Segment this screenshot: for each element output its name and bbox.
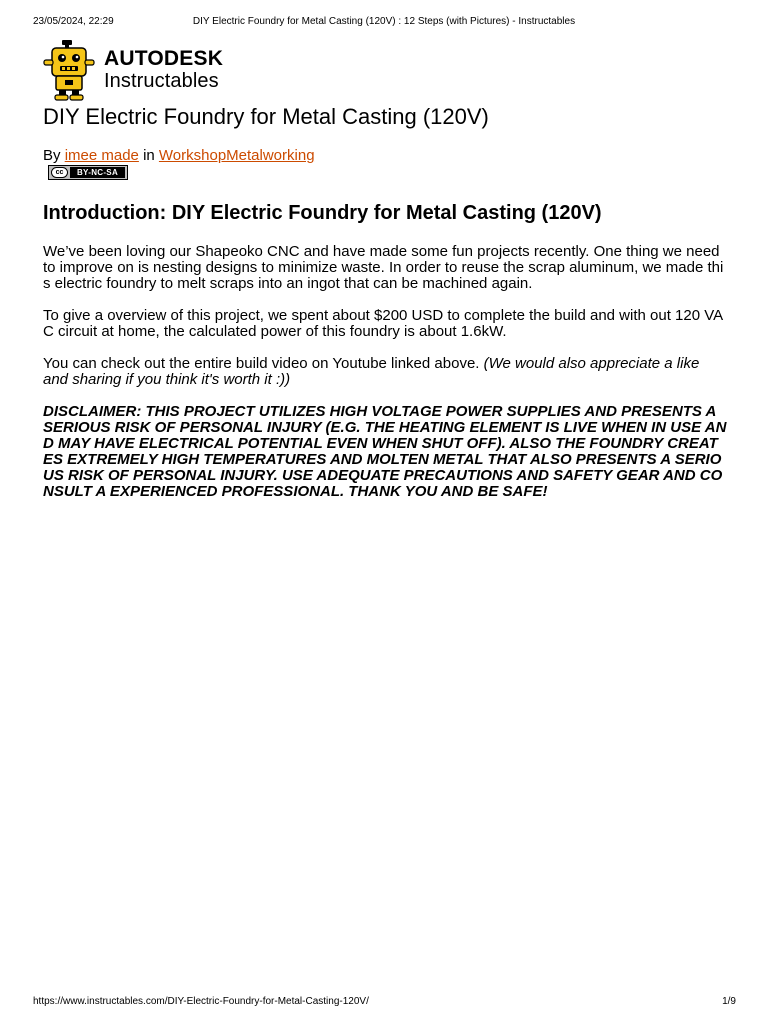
intro-paragraph-1: We’ve been loving our Shapeoko CNC and have made some fun projects recently. One thing we need to improve on is nesting designs to minimize waste. In order to reuse the scrap aluminum, we made this electric foundry to melt scraps into an ingot that can be machined again. <box>43 243 724 292</box>
instructables-robot-icon <box>42 40 98 102</box>
in-label: in <box>143 147 155 164</box>
author-link[interactable]: imee made <box>64 147 139 164</box>
byline <box>43 146 315 166</box>
introduction-body <box>43 244 727 516</box>
license-text: BY-NC-SA <box>70 167 125 178</box>
intro-paragraph-2: To give a overview of this project, we spent about $200 USD to complete the build and with out 120 VAC circuit at home, the calculated power of this foundry is about 1.6kW. <box>43 307 724 340</box>
print-datetime: 23/05/2024, 22:29 <box>33 16 114 27</box>
brand-autodesk: AUTODESK <box>104 47 224 70</box>
category-link[interactable]: WorkshopMetalworking <box>158 147 315 164</box>
page-number: 1/9 <box>722 996 736 1007</box>
print-document-title: DIY Electric Foundry for Metal Casting (120V) : 12 Steps (with Pictures) - Instructables <box>192 16 576 27</box>
like-share-note: (We would also appreciate a like and sharing if you think it's worth it :)) <box>43 355 700 388</box>
video-note: You can check out the entire build video on Youtube linked above. <box>43 355 484 372</box>
safety-disclaimer: DISCLAIMER: THIS PROJECT UTILIZES HIGH VOLTAGE POWER SUPPLIES AND PRESENTS A SERIOUS RISK OF PERSONAL INJURY (E.G. THE HEATING ELEMENT IS LIVE WHEN IN USE AND MAY HAVE ELECTRICAL POTENTIAL EVEN WHEN SHUT OFF). ALSO THE FOUNDRY CREATES EXTREMELY HIGH TEMPERATURES AND MOLTEN METAL THAT ALSO PRESENTS A SERIOUS RISK OF PERSONAL INJURY. USE ADEQUATE PRECAUTIONS AND SAFETY GEAR AND CONSULT A EXPERIENCED PROFESSIONAL. THANK YOU AND BE SAFE! <box>43 403 727 500</box>
brand-instructables: Instructables <box>104 70 219 92</box>
print-url: https://www.instructables.com/DIY-Electric-Foundry-for-Metal-Casting-120V/ <box>33 996 369 1007</box>
brand-wordmark <box>104 48 223 92</box>
license-badge[interactable] <box>48 165 128 180</box>
creative-commons-icon: cc <box>51 167 68 178</box>
by-label: By <box>43 147 61 164</box>
print-header <box>0 14 768 30</box>
introduction-heading: Introduction: DIY Electric Foundry for Metal Casting (120V) <box>43 202 602 224</box>
print-footer <box>0 994 768 1010</box>
instructables-logo[interactable] <box>42 40 262 102</box>
page-title: DIY Electric Foundry for Metal Casting (120V) <box>43 104 489 129</box>
intro-paragraph-3 <box>43 356 727 388</box>
